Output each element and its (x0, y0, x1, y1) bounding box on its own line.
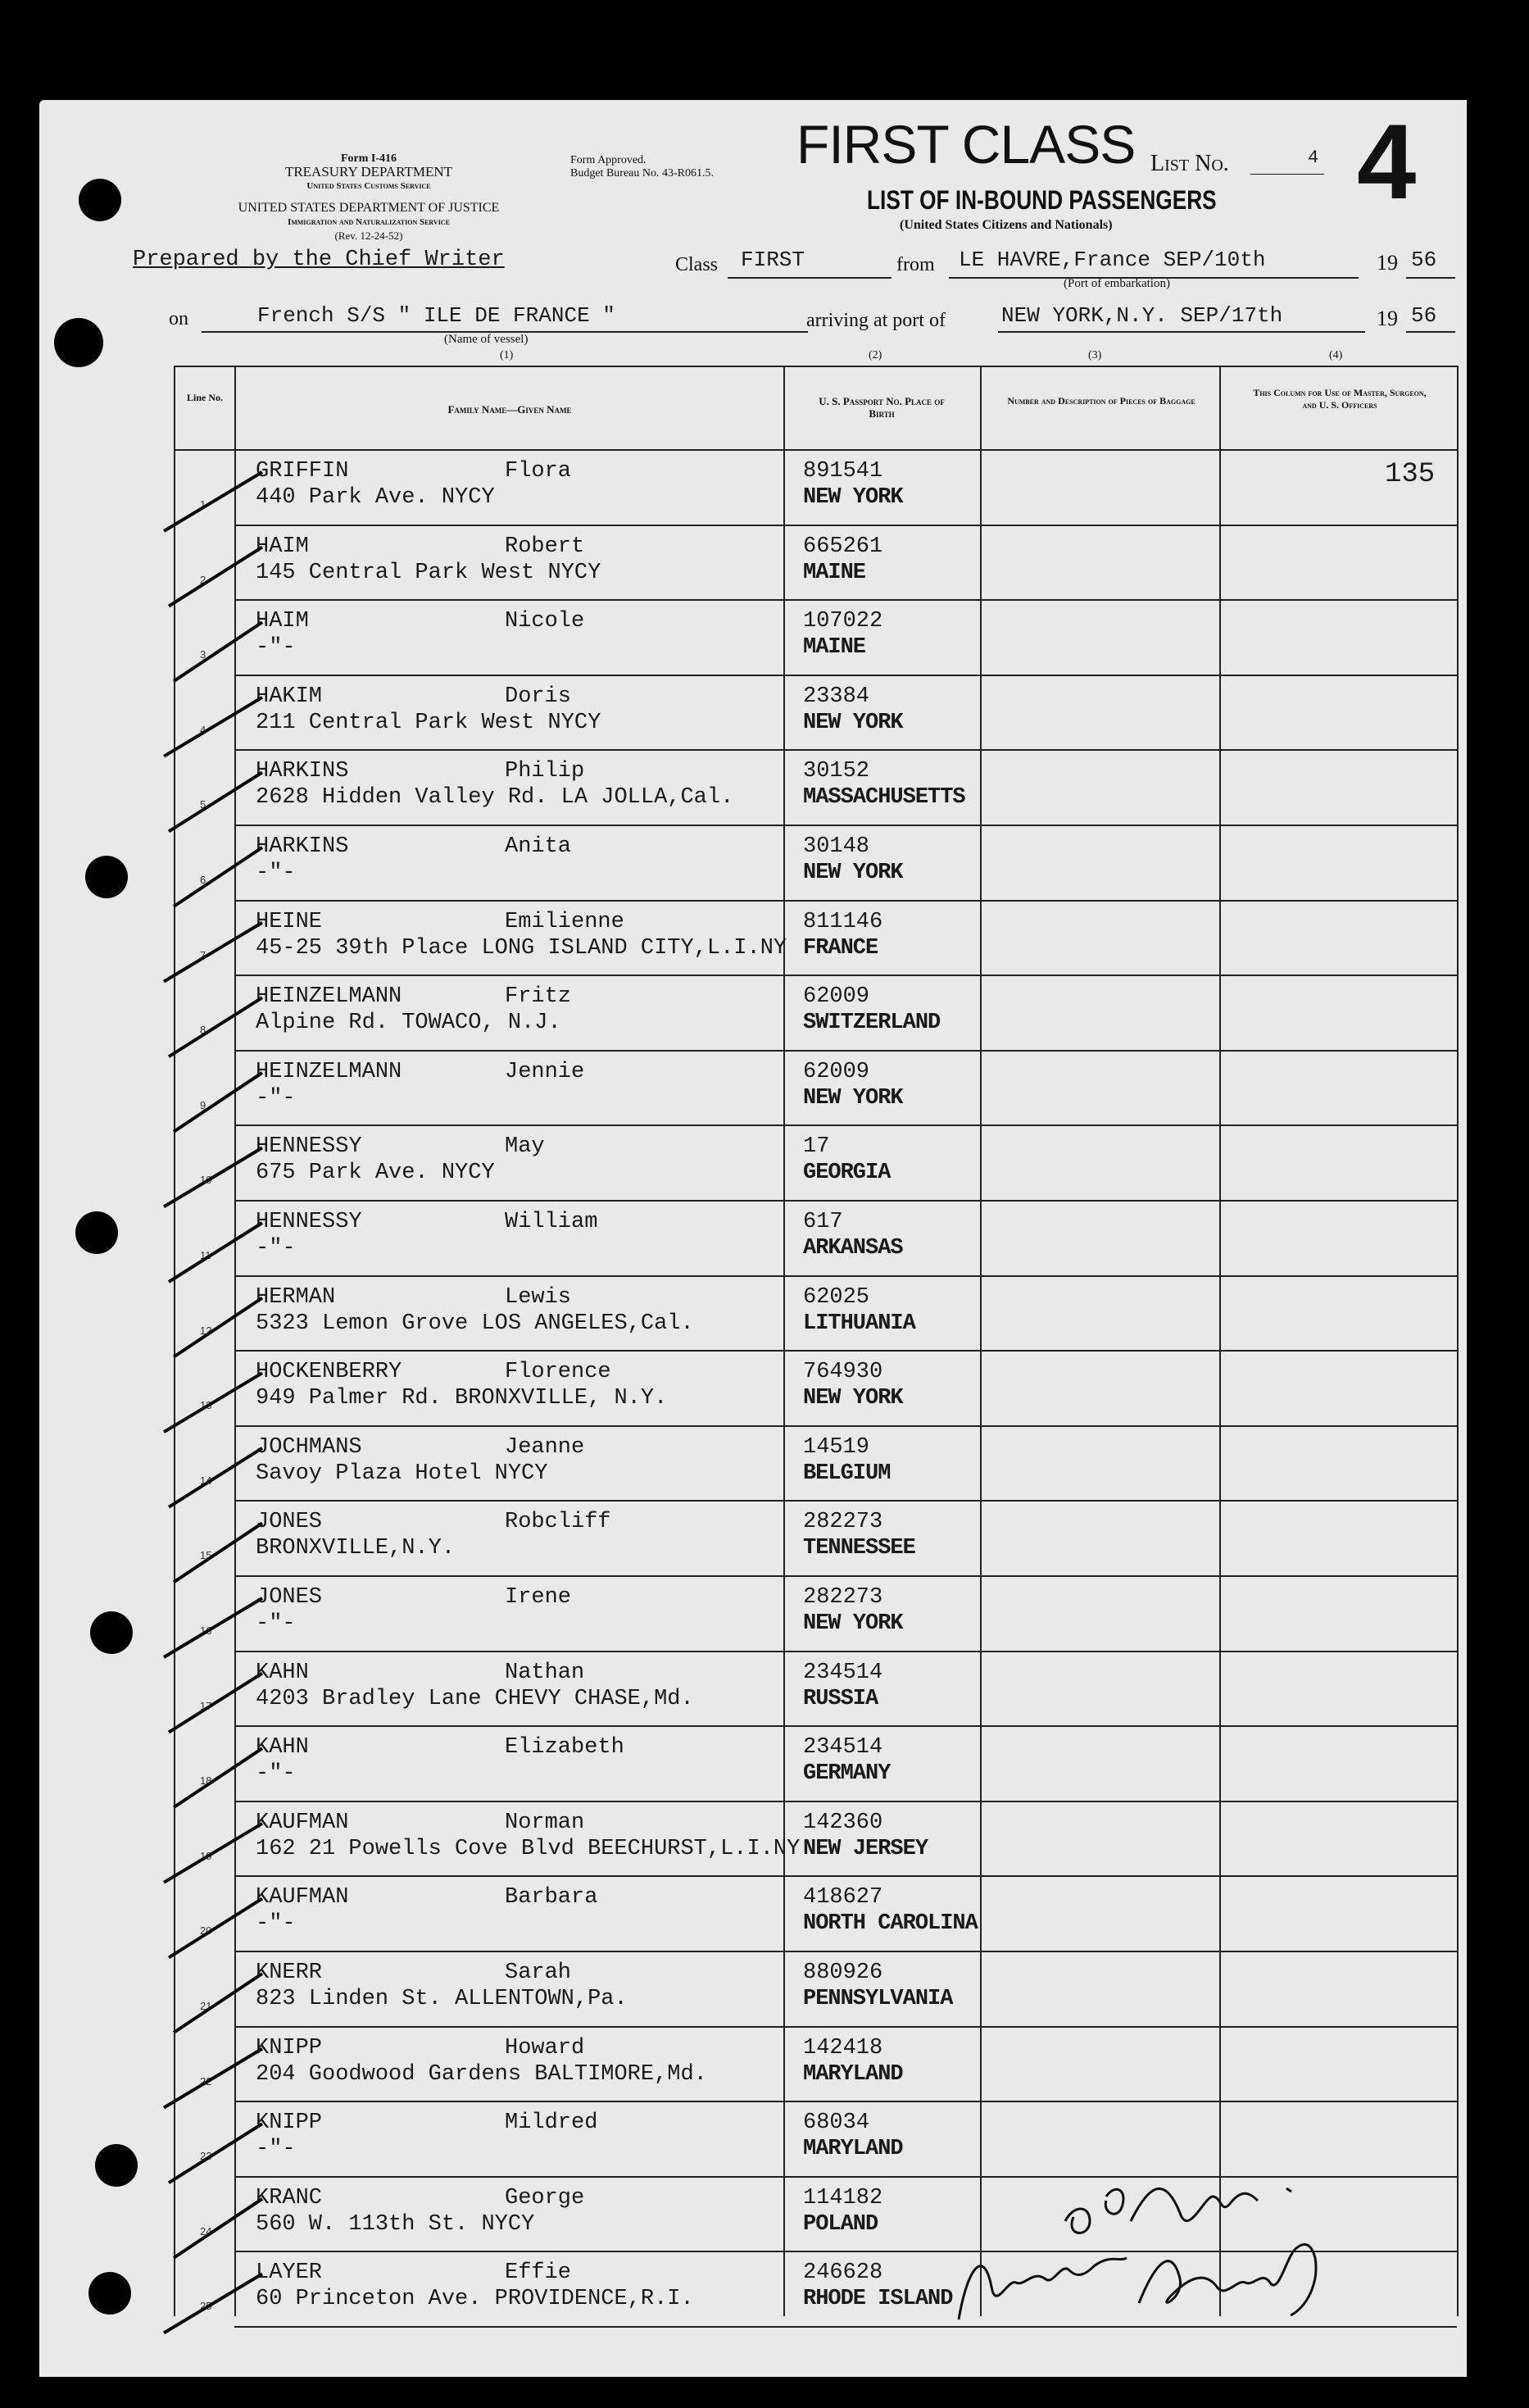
line-number: 18 (200, 1774, 212, 1788)
given-name: Robert (505, 534, 585, 559)
row-divider (234, 525, 1457, 526)
place-of-birth: NEW YORK (803, 1386, 903, 1411)
place-of-birth: LITHUANIA (803, 1311, 915, 1336)
address: 204 Goodwood Gardens BALTIMORE,Md. (256, 2061, 707, 2087)
address: 440 Park Ave. NYCY (256, 485, 495, 510)
place-of-birth: GEORGIA (803, 1161, 891, 1186)
place-of-birth: RHODE ISLAND (803, 2287, 953, 2312)
family-name: HERMAN (256, 1284, 336, 1310)
address: 211 Central Park West NYCY (256, 710, 601, 735)
address: 162 21 Powells Cove Blvd BEECHURST,L.I.NY (256, 1836, 801, 1861)
line-number: 15 (200, 1549, 212, 1562)
address: -"- (256, 1236, 296, 1261)
family-name: KRANC (256, 2185, 323, 2210)
passport-number: 68034 (803, 2110, 870, 2136)
family-name: KAHN (256, 1660, 309, 1685)
place-of-birth: NEW YORK (803, 1611, 903, 1636)
passport-number: 282273 (803, 1585, 883, 1610)
family-name: KNERR (256, 1960, 323, 1985)
passport-number: 30148 (803, 834, 870, 859)
family-name: KNIPP (256, 2110, 323, 2136)
given-name: Elizabeth (505, 1735, 624, 1761)
col-num-2: (2) (869, 349, 882, 361)
line-number: 20 (200, 1924, 212, 1938)
place-of-birth: NEW YORK (803, 1085, 903, 1111)
row-divider (234, 825, 1457, 826)
family-name: HEINZELMANN (256, 1059, 402, 1084)
line-number: 6 (200, 874, 206, 886)
row-divider (234, 1651, 1457, 1652)
family-name: HAIM (256, 609, 309, 634)
address: 2628 Hidden Valley Rd. LA JOLLA,Cal. (256, 785, 734, 811)
given-name: Philip (505, 759, 585, 784)
punch-hole (90, 1611, 133, 1654)
row-divider (234, 1951, 1457, 1952)
passport-number: 142418 (803, 2035, 883, 2060)
passport-number: 282273 (803, 1510, 883, 1535)
header-passport: U. S. Passport No. Place of Birth (819, 395, 945, 420)
address: 60 Princeton Ave. PROVIDENCE,R.I. (256, 2287, 694, 2312)
passport-number: 62009 (803, 1059, 870, 1084)
line-number: 13 (200, 1399, 212, 1412)
given-name: Irene (505, 1585, 572, 1610)
list-no-big: 4 (1357, 102, 1417, 221)
name-divider (783, 366, 785, 2316)
family-name: JOCHMANS (256, 1434, 362, 1460)
given-name: William (505, 1210, 598, 1234)
from-value: LE HAVRE,France SEP/10th (959, 248, 1266, 272)
col-num-4: (4) (1329, 349, 1343, 361)
header-bottom-border (174, 449, 1457, 451)
passport-number: 114182 (803, 2185, 883, 2210)
row-divider (234, 1050, 1457, 1052)
address: -"- (256, 635, 296, 661)
year1-prefix: 19 (1377, 251, 1398, 275)
year1-value: 56 (1411, 248, 1437, 272)
baggage-divider (1219, 366, 1221, 2316)
list-title: LIST OF IN-BOUND PASSENGERS (867, 185, 1217, 215)
family-name: HARKINS (256, 759, 349, 784)
line-number: 25 (200, 2300, 212, 2313)
list-subtitle: (United States Citizens and Nationals) (900, 218, 1113, 232)
passport-number: 891541 (803, 459, 883, 484)
given-name: Effie (505, 2260, 572, 2286)
row-divider (234, 1575, 1457, 1577)
address: 145 Central Park West NYCY (256, 560, 601, 585)
header-officers: This Column for Use of Master, Surgeon, and U. S. Officers (1253, 387, 1427, 411)
line-number: 3 (200, 648, 206, 661)
place-of-birth: GERMANY (803, 1761, 891, 1787)
place-of-birth: FRANCE (803, 935, 878, 961)
table-left-border (174, 366, 175, 2316)
place-of-birth: SWITZERLAND (803, 1011, 941, 1036)
address: -"- (256, 1611, 296, 1636)
ins-service: Immigration and Naturalization Service (288, 217, 450, 227)
row-divider (234, 1350, 1457, 1352)
treasury-dept: TREASURY DEPARTMENT (284, 164, 453, 179)
given-name: Anita (505, 834, 572, 859)
vessel-value: French S/S " ILE DE FRANCE " (257, 303, 615, 328)
row-divider (234, 675, 1457, 676)
row-divider (234, 749, 1457, 751)
family-name: KAUFMAN (256, 1810, 349, 1835)
given-name: Emilienne (505, 909, 624, 934)
place-of-birth: MASSACHUSETTS (803, 785, 965, 811)
manifest-page (39, 100, 1467, 2377)
passport-number: 246628 (803, 2260, 883, 2286)
family-name: GRIFFIN (256, 459, 349, 484)
passport-number: 665261 (803, 534, 883, 559)
passport-number: 62025 (803, 1284, 870, 1310)
line-number: 12 (200, 1324, 212, 1337)
address: -"- (256, 2137, 296, 2162)
row-divider (234, 975, 1457, 976)
family-name: KAHN (256, 1735, 309, 1761)
line-number: 10 (200, 1174, 212, 1187)
family-name: HENNESSY (256, 1134, 362, 1160)
list-no-label: List No. (1150, 151, 1229, 176)
given-name: Doris (505, 684, 572, 709)
place-of-birth: NORTH CAROLINA (803, 1911, 978, 1937)
year1-line (1406, 277, 1455, 279)
form-number: Form I-416 (340, 152, 397, 165)
address: -"- (256, 1085, 296, 1111)
passport-number: 23384 (803, 684, 870, 709)
row-divider (234, 1124, 1457, 1126)
given-name: Robcliff (505, 1510, 611, 1535)
punch-hole (75, 1211, 118, 1254)
line-number: 24 (200, 2224, 212, 2238)
table-right-border (1457, 366, 1459, 2316)
on-label: on (169, 308, 188, 329)
place-of-birth: MAINE (803, 635, 866, 661)
arriving-value: NEW YORK,N.Y. SEP/17th (1001, 303, 1283, 328)
class-value: FIRST (741, 248, 805, 272)
address: Alpine Rd. TOWACO, N.J. (256, 1011, 561, 1036)
family-name: HEINZELMANN (256, 984, 402, 1010)
row-divider (234, 1875, 1457, 1877)
given-name: Nathan (505, 1660, 585, 1685)
address: 45-25 39th Place LONG ISLAND CITY,L.I.NY (256, 935, 787, 961)
given-name: Barbara (505, 1885, 598, 1910)
given-name: Florence (505, 1360, 611, 1385)
passport-number: 234514 (803, 1660, 883, 1685)
given-name: George (505, 2185, 585, 2210)
place-of-birth: NEW YORK (803, 861, 903, 885)
place-of-birth: MARYLAND (803, 2061, 903, 2087)
row-divider (234, 1500, 1457, 1502)
justice-dept: UNITED STATES DEPARTMENT OF JUSTICE (238, 201, 500, 215)
family-name: JONES (256, 1585, 323, 1610)
given-name: Howard (505, 2035, 585, 2060)
line-no-divider (234, 366, 236, 2316)
year2-prefix: 19 (1377, 307, 1398, 330)
list-no-line (1250, 174, 1324, 175)
address: -"- (256, 1911, 296, 1937)
inspector-signature (942, 2164, 1434, 2360)
punch-hole (95, 2144, 138, 2187)
family-name: HENNESSY (256, 1210, 362, 1234)
given-name: Jennie (505, 1059, 585, 1084)
year2-line (1406, 331, 1455, 333)
officer-note: 135 (1385, 459, 1436, 490)
list-no-small: 4 (1308, 148, 1319, 168)
col-num-3: (3) (1088, 349, 1102, 361)
customs-service: United States Customs Service (306, 181, 431, 191)
address: Savoy Plaza Hotel NYCY (256, 1461, 548, 1486)
place-of-birth: TENNESSEE (803, 1536, 915, 1561)
place-of-birth: MAINE (803, 560, 866, 585)
address: BRONXVILLE,N.Y. (256, 1536, 456, 1561)
class-line (728, 277, 892, 279)
row-divider (234, 1725, 1457, 1727)
row-divider (234, 1200, 1457, 1202)
family-name: HEINE (256, 909, 323, 934)
row-divider (234, 599, 1457, 601)
given-name: Jeanne (505, 1434, 585, 1460)
prepared-by: Prepared by the Chief Writer (133, 248, 505, 272)
line-number: 1 (200, 498, 206, 511)
address: 949 Palmer Rd. BRONXVILLE, N.Y. (256, 1386, 668, 1411)
passport-number: 107022 (803, 609, 883, 634)
header-baggage: Number and Description of Pieces of Baggage (1007, 395, 1196, 407)
place-of-birth: BELGIUM (803, 1461, 891, 1486)
given-name: May (505, 1134, 545, 1160)
punch-hole (88, 2272, 131, 2315)
family-name: HAKIM (256, 684, 323, 709)
punch-hole (54, 318, 103, 367)
row-divider (234, 1801, 1457, 1802)
place-of-birth: RUSSIA (803, 1686, 878, 1711)
line-number: 21 (200, 2000, 212, 2012)
line-number: 2 (200, 573, 206, 586)
header-name: Family Name—Given Name (447, 403, 572, 416)
row-divider (234, 1275, 1457, 1277)
line-number: 4 (200, 723, 206, 736)
address: -"- (256, 861, 296, 885)
year2-value: 56 (1411, 303, 1437, 328)
arriving-label: arriving at port of (806, 310, 946, 331)
family-name: LAYER (256, 2260, 323, 2286)
row-divider (234, 2026, 1457, 2028)
line-number: 22 (200, 2074, 212, 2088)
line-number: 16 (200, 1624, 212, 1637)
given-name: Nicole (505, 609, 585, 634)
passport-number: 811146 (803, 909, 883, 934)
passport-divider (980, 366, 982, 2316)
place-of-birth: NEW JERSEY (803, 1836, 928, 1861)
row-divider (234, 1425, 1457, 1427)
family-name: HARKINS (256, 834, 349, 859)
punch-hole (79, 179, 121, 221)
given-name: Lewis (505, 1284, 572, 1310)
passport-number: 30152 (803, 759, 870, 784)
passport-number: 142360 (803, 1810, 883, 1835)
passport-number: 62009 (803, 984, 870, 1010)
passport-number: 617 (803, 1210, 843, 1234)
line-number: 9 (200, 1098, 206, 1111)
place-of-birth: NEW YORK (803, 485, 903, 510)
line-number: 23 (200, 2150, 212, 2163)
family-name: KAUFMAN (256, 1885, 349, 1910)
family-name: HOCKENBERRY (256, 1360, 402, 1385)
first-class-heading: FIRST CLASS (796, 114, 1136, 175)
given-name: Fritz (505, 984, 572, 1010)
line-number: 14 (200, 1474, 212, 1487)
address: 5323 Lemon Grove LOS ANGELES,Cal. (256, 1311, 694, 1336)
given-name: Sarah (505, 1960, 572, 1985)
arriving-line (998, 331, 1365, 333)
line-number: 7 (200, 948, 206, 961)
passport-number: 234514 (803, 1735, 883, 1761)
punch-hole (85, 856, 128, 898)
passport-number: 17 (803, 1134, 830, 1160)
row-divider (234, 900, 1457, 902)
family-name: JONES (256, 1510, 323, 1535)
budget-bureau: Budget Bureau No. 43-R061.5. (570, 167, 714, 179)
port-embarkation-caption: (Port of embarkation) (1064, 277, 1170, 290)
passport-number: 764930 (803, 1360, 883, 1385)
line-number: 5 (200, 798, 206, 811)
passport-number: 14519 (803, 1434, 870, 1460)
address: -"- (256, 1761, 296, 1787)
place-of-birth: POLAND (803, 2211, 878, 2237)
line-number: 17 (200, 1699, 212, 1712)
place-of-birth: MARYLAND (803, 2137, 903, 2162)
line-number: 11 (200, 1249, 211, 1261)
class-label: Class (675, 254, 719, 275)
address: 823 Linden St. ALLENTOWN,Pa. (256, 1987, 628, 2011)
given-name: Mildred (505, 2110, 598, 2136)
address: 4203 Bradley Lane CHEVY CHASE,Md. (256, 1686, 694, 1711)
family-name: HAIM (256, 534, 309, 559)
place-of-birth: ARKANSAS (803, 1236, 903, 1261)
line-number: 19 (200, 1849, 212, 1862)
address: 560 W. 113th St. NYCY (256, 2211, 535, 2237)
col-num-1: (1) (500, 349, 514, 361)
form-approved: Form Approved. (570, 154, 647, 166)
passport-number: 418627 (803, 1885, 883, 1910)
given-name: Flora (505, 459, 572, 484)
family-name: KNIPP (256, 2035, 323, 2060)
line-number: 8 (200, 1024, 206, 1037)
revision-date: (Rev. 12-24-52) (334, 229, 403, 242)
place-of-birth: NEW YORK (803, 710, 903, 735)
header-line-no: Line No. (186, 392, 223, 403)
place-of-birth: PENNSYLVANIA (803, 1987, 953, 2011)
vessel-caption: (Name of vessel) (444, 333, 529, 346)
address: 675 Park Ave. NYCY (256, 1161, 495, 1186)
from-label: from (896, 254, 935, 275)
table-top-border (174, 366, 1457, 367)
passport-number: 880926 (803, 1960, 883, 1985)
row-divider (234, 2101, 1457, 2102)
given-name: Norman (505, 1810, 585, 1835)
